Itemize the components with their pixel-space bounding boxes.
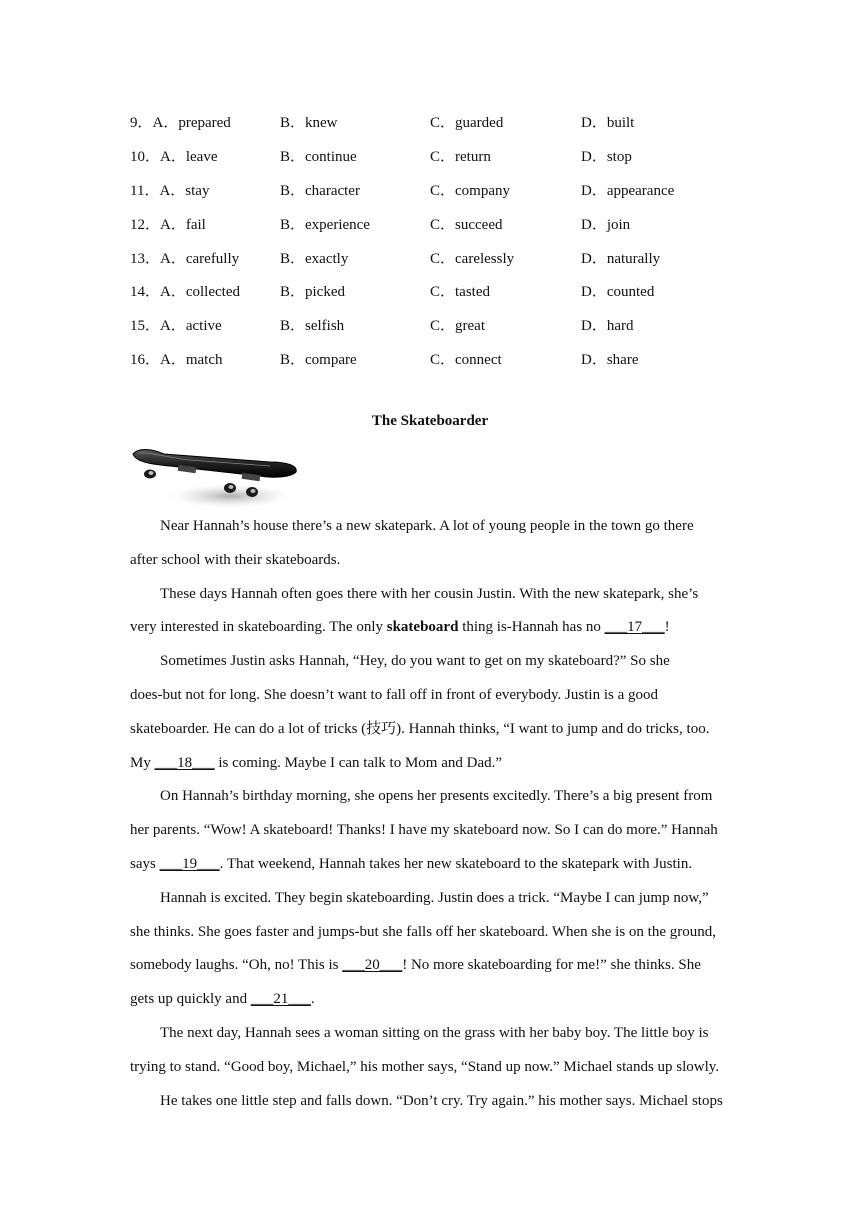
blank-18: ___18___ <box>154 754 215 771</box>
option-b: B．character <box>280 182 360 199</box>
question-number: 11． <box>130 182 160 199</box>
question-number: 9． <box>130 115 153 132</box>
text-span: says <box>130 855 160 872</box>
option-a-text: A．stay <box>159 182 210 199</box>
option-d: D．join <box>581 216 631 233</box>
option-a-text: A．prepared <box>152 115 231 132</box>
question-row-10 <box>130 139 731 173</box>
skateboard-image <box>130 444 300 510</box>
option-a <box>130 179 280 200</box>
question-number: 14． <box>130 284 161 301</box>
text-span: ! <box>664 619 670 636</box>
text-span: ! No more skateboarding for me!” she thinks. She <box>402 957 701 974</box>
option-b: B．compare <box>280 351 357 368</box>
passage-line: after school with their skateboards. <box>130 551 341 568</box>
option-a-text: A．carefully <box>160 250 240 267</box>
option-d: D．hard <box>581 318 634 335</box>
blank-21: ___21___ <box>250 991 311 1008</box>
option-b: B．continue <box>280 149 357 166</box>
question-number: 15． <box>130 318 161 335</box>
blank-19: ___19___ <box>159 855 220 872</box>
question-number: 10． <box>130 149 161 166</box>
passage-line: trying to stand. “Good boy, Michael,” his mother says, “Stand up now.” Michael stands up slowly. <box>130 1058 720 1075</box>
option-a-text: A．collected <box>160 284 240 301</box>
bold-word: skateboard <box>386 619 459 636</box>
passage-line: she thinks. She goes faster and jumps-but she falls off her skateboard. When she is on the ground, <box>130 923 716 940</box>
passage-line <box>130 983 732 1017</box>
question-row-9 <box>130 105 731 139</box>
passage-line <box>130 747 732 781</box>
option-b: B．exactly <box>280 250 349 267</box>
option-c: C．connect <box>430 351 502 368</box>
passage-title: The Skateboarder <box>371 413 489 429</box>
passage-line <box>130 611 732 645</box>
text-span: My <box>130 754 155 771</box>
text-span: somebody laughs. “Oh, no! This is <box>130 957 343 974</box>
text-span: . That weekend, Hannah takes her new skateboard to the skatepark with Justin. <box>219 855 693 872</box>
passage-line <box>130 949 732 983</box>
blank-20: ___20___ <box>342 957 403 974</box>
question-row-15 <box>130 308 731 342</box>
option-d: D．counted <box>581 284 655 301</box>
option-c: C．guarded <box>430 115 504 132</box>
option-a <box>130 314 280 335</box>
option-c: C．great <box>430 318 485 335</box>
option-a <box>130 280 280 301</box>
question-row-16 <box>130 342 731 376</box>
question-row-13 <box>130 240 731 274</box>
passage-line: Hannah is excited. They begin skateboarding. Justin does a trick. “Maybe I can jump now,” <box>160 889 709 906</box>
option-a-text: A．leave <box>160 149 218 166</box>
option-b: B．selfish <box>280 318 345 335</box>
passage-line: The next day, Hannah sees a woman sitting on the grass with her baby boy. The little boy is <box>160 1024 709 1041</box>
option-a <box>130 247 280 268</box>
option-b: B．knew <box>280 115 338 132</box>
passage-line: skateboarder. He can do a lot of tricks (技巧). Hannah thinks, “I want to jump and do tricks, too. <box>130 720 710 737</box>
option-d: D．stop <box>581 149 632 166</box>
blank-17: ___17___ <box>604 619 665 636</box>
option-c: C．company <box>430 182 510 199</box>
question-number: 16． <box>130 351 161 368</box>
text-span: gets up quickly and <box>130 991 251 1008</box>
option-d: D．share <box>581 351 639 368</box>
option-c: C．return <box>430 149 491 166</box>
question-number: 13． <box>130 250 161 267</box>
passage-line: Sometimes Justin asks Hannah, “Hey, do you want to get on my skateboard?” So she <box>160 653 670 670</box>
passage-body <box>130 510 732 1118</box>
option-c: C．succeed <box>430 216 503 233</box>
option-a-text: A．active <box>160 318 222 335</box>
option-d: D．naturally <box>581 250 661 267</box>
text-span: is coming. Maybe I can talk to Mom and Dad.” <box>214 754 503 771</box>
passage-line: On Hannah’s birthday morning, she opens her presents excitedly. There’s a big present from <box>160 788 713 805</box>
passage-line: her parents. “Wow! A skateboard! Thanks! I have my skateboard now. So I can do more.” Hannah <box>130 822 718 839</box>
option-a <box>130 145 280 166</box>
options-table <box>130 105 731 375</box>
question-number: 12． <box>130 216 161 233</box>
text-span: very interested in skateboarding. The only <box>130 619 387 636</box>
option-a-text: A．match <box>160 351 223 368</box>
option-d: D．built <box>581 115 635 132</box>
text-span: . <box>310 991 315 1008</box>
option-c: C．tasted <box>430 284 490 301</box>
question-row-11 <box>130 173 731 207</box>
text-span: thing is-Hannah has no <box>458 619 605 636</box>
passage-line: Near Hannah’s house there’s a new skatepark. A lot of young people in the town go there <box>160 518 694 534</box>
option-b: B．picked <box>280 284 345 301</box>
question-row-12 <box>130 206 731 240</box>
passage-line: These days Hannah often goes there with her cousin Justin. With the new skatepark, she’s <box>160 585 699 602</box>
option-d: D．appearance <box>581 182 675 199</box>
passage-line: He takes one little step and falls down. “Don’t cry. Try again.” his mother says. Michael stops <box>160 1092 723 1109</box>
passage-line <box>130 848 732 882</box>
option-a <box>130 111 280 132</box>
option-b: B．experience <box>280 216 370 233</box>
option-c: C．carelessly <box>430 250 515 267</box>
option-a <box>130 348 280 369</box>
option-a-text: A．fail <box>160 216 206 233</box>
passage-line: does-but not for long. She doesn’t want to fall off in front of everybody. Justin is a good <box>130 686 658 703</box>
question-row-14 <box>130 274 731 308</box>
option-a <box>130 213 280 234</box>
